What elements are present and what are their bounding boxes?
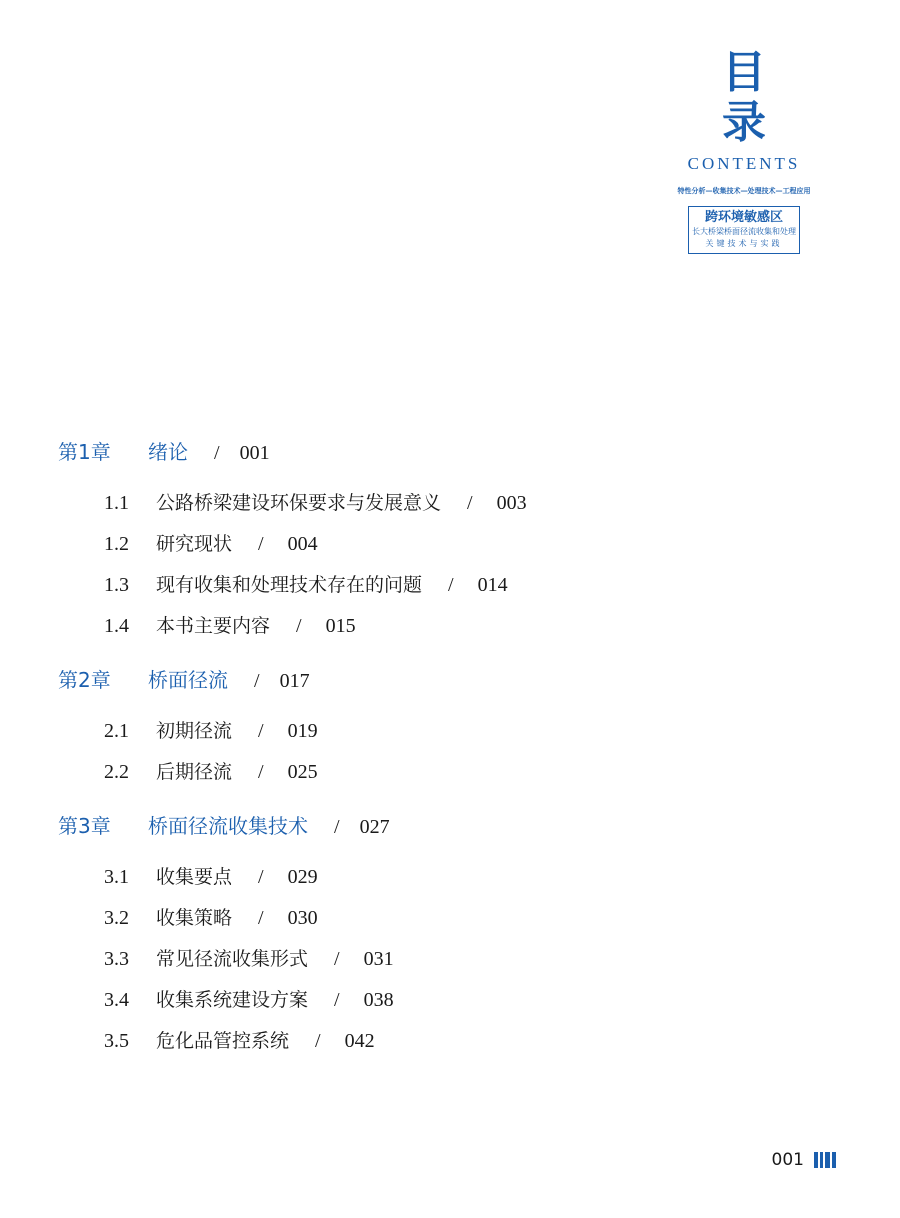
chapter-page: 001 (239, 442, 270, 464)
section-entry[interactable] (104, 862, 818, 903)
section-page: 031 (363, 948, 394, 970)
page-subtitle: CONTENTS (687, 154, 801, 173)
separator: / (334, 989, 340, 1011)
section-page: 015 (325, 615, 356, 637)
chapter-number: 第1章 (58, 440, 111, 464)
book-title-line-2: 长大桥梁桥面径流收集和处理 (692, 227, 796, 236)
section-number: 3.3 (104, 948, 129, 970)
section-title: 本书主要内容 (156, 615, 271, 637)
separator: / (296, 615, 302, 637)
table-of-contents (58, 436, 818, 1079)
section-entry[interactable] (104, 757, 818, 798)
section-entry[interactable] (104, 611, 818, 652)
section-title: 现有收集和处理技术存在的问题 (156, 574, 423, 596)
section-number: 2.1 (104, 720, 129, 742)
book-title-line-1: 跨环境敏感区 (704, 210, 783, 225)
chapter-page: 017 (279, 670, 310, 692)
section-title: 研究现状 (156, 533, 233, 555)
section-number: 3.1 (104, 866, 129, 888)
section-page: 003 (496, 492, 527, 514)
barcode-ornament-icon (814, 1152, 838, 1168)
page-footer (772, 1150, 838, 1170)
section-page: 025 (287, 761, 318, 783)
toc-header (674, 48, 814, 254)
book-title-box (688, 206, 800, 254)
page-number: 001 (771, 1150, 804, 1170)
section-title: 后期径流 (156, 761, 233, 783)
section-number: 2.2 (104, 761, 129, 783)
chapter-title: 绪论 (148, 440, 188, 464)
section-page: 014 (477, 574, 508, 596)
separator: / (214, 442, 220, 464)
section-number: 1.1 (104, 492, 129, 514)
chapter-sections (58, 704, 818, 810)
section-number: 3.4 (104, 989, 129, 1011)
section-title: 收集系统建设方案 (156, 989, 309, 1011)
section-entry[interactable] (104, 716, 818, 757)
chapter-title: 桥面径流收集技术 (148, 814, 308, 838)
separator: / (448, 574, 454, 596)
section-entry[interactable] (104, 570, 818, 611)
section-entry[interactable] (104, 985, 818, 1026)
section-title: 收集要点 (156, 866, 233, 888)
section-entry[interactable] (104, 529, 818, 570)
separator: / (334, 816, 340, 838)
section-page: 029 (287, 866, 318, 888)
section-number: 1.4 (104, 615, 129, 637)
section-title: 初期径流 (156, 720, 233, 742)
chapter-sections (58, 850, 818, 1079)
section-title: 常见径流收集形式 (156, 948, 309, 970)
chapter-page: 027 (359, 816, 390, 838)
separator: / (258, 866, 264, 888)
section-title: 危化品管控系统 (156, 1030, 290, 1052)
section-entry[interactable] (104, 488, 818, 529)
separator: / (254, 670, 260, 692)
separator: / (258, 907, 264, 929)
chapter-entry[interactable] (58, 436, 818, 476)
section-number: 3.2 (104, 907, 129, 929)
book-title-line-3: 关键技术与实践 (705, 239, 783, 248)
section-title: 公路桥梁建设环保要求与发展意义 (156, 492, 442, 514)
section-page: 042 (344, 1030, 375, 1052)
chapter-entry[interactable] (58, 810, 818, 850)
separator: / (258, 533, 264, 555)
chapter-title: 桥面径流 (148, 668, 228, 692)
section-entry[interactable] (104, 944, 818, 985)
section-entry[interactable] (104, 903, 818, 944)
section-page: 019 (287, 720, 318, 742)
separator: / (467, 492, 473, 514)
section-number: 1.2 (104, 533, 129, 555)
separator: / (258, 720, 264, 742)
section-number: 3.5 (104, 1030, 129, 1052)
section-entry[interactable] (104, 1026, 818, 1067)
chapter-entry[interactable] (58, 664, 818, 704)
chapter-sections (58, 476, 818, 664)
section-page: 038 (363, 989, 394, 1011)
separator: / (315, 1030, 321, 1052)
chapter-number: 第3章 (58, 814, 111, 838)
separator: / (334, 948, 340, 970)
section-page: 004 (287, 533, 318, 555)
series-line: 特性分析—收集技术—处理技术—工程应用 (677, 186, 811, 195)
page-title: 目录 (722, 47, 796, 148)
chapter-number: 第2章 (58, 668, 111, 692)
section-title: 收集策略 (156, 907, 233, 929)
separator: / (258, 761, 264, 783)
section-page: 030 (287, 907, 318, 929)
section-number: 1.3 (104, 574, 129, 596)
